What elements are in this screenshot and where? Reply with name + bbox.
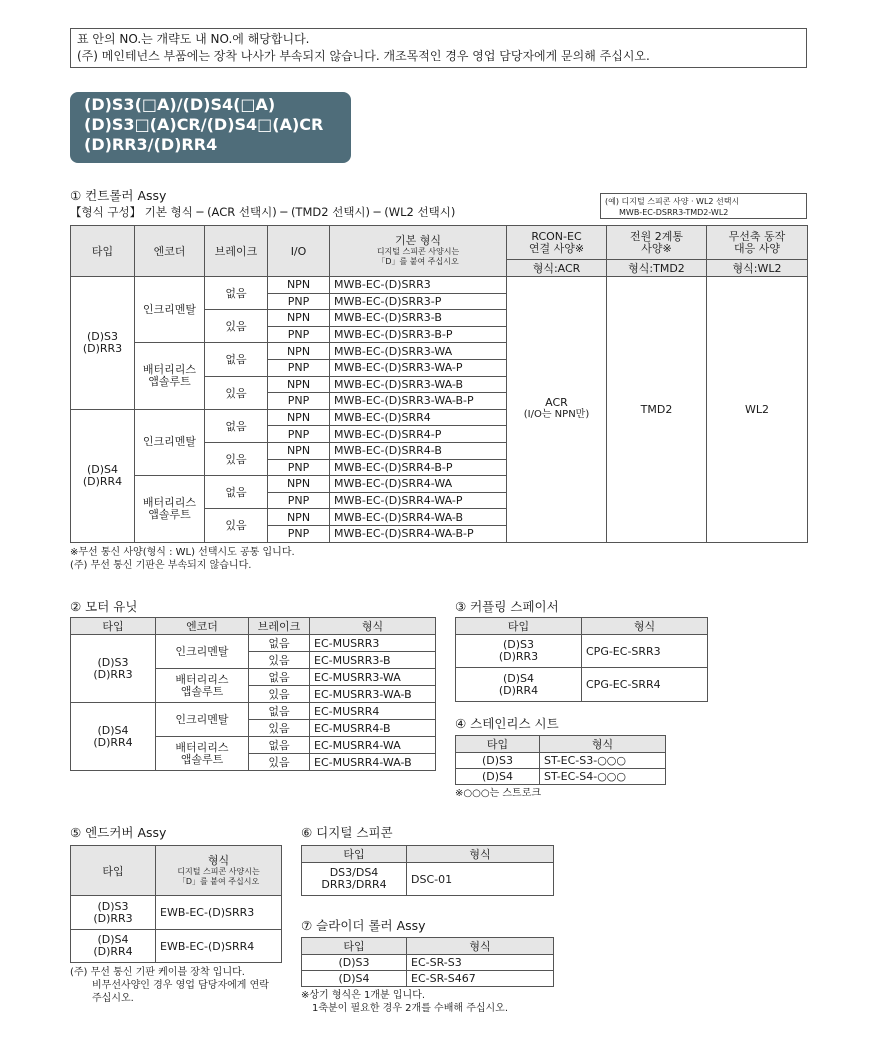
motor-model-cell: EC-MUSRR4-B	[310, 720, 436, 737]
wireless-label-2: 대응 사양	[733, 241, 780, 255]
motor-type-line-1: (D)S3	[97, 655, 129, 669]
motor-type-line-2: (D)RR3	[93, 667, 133, 681]
notice-line-2: (주) 메인테넌스 부품에는 장착 나사가 부속되지 않습니다. 개조목적인 경우 영업 담당자에게 문의해 주십시오.	[77, 49, 650, 63]
motor-type-cell	[71, 635, 156, 703]
model-tmd2-header: 형식:TMD2	[607, 260, 707, 277]
table-row	[302, 971, 554, 987]
model-acr-header: 형식:ACR	[507, 260, 607, 277]
brake-cell: 있음	[205, 509, 268, 542]
controller-title: ① 컨트롤러 Assy	[70, 188, 167, 203]
col-rcon	[507, 226, 607, 260]
slider-type-1: (D)S3	[302, 955, 407, 971]
motor-encoder-cell	[156, 737, 249, 771]
motor-brake-cell: 없음	[249, 635, 310, 652]
encoder-line-1: 인크리멘탈	[142, 435, 197, 449]
motor-brake-cell: 없음	[249, 669, 310, 686]
speecon-title: ⑥ 디지털 스피콘	[301, 825, 393, 840]
motor-brake-cell: 있음	[249, 720, 310, 737]
endcover-footnote-2: 비무선사양인 경우 영업 담당자에게 연락	[92, 980, 269, 991]
motor-type-cell	[71, 703, 156, 771]
stainless-col-model: 형식	[540, 736, 666, 753]
encoder-line-1: 배터리리스	[142, 495, 197, 509]
io-cell: PNP	[268, 459, 330, 476]
controller-footnote-2: (주) 무선 통신 기판은 부속되지 않습니다.	[70, 560, 252, 571]
endcover-type-2	[71, 930, 156, 963]
endcover-type-1	[71, 896, 156, 930]
motor-type-line-1: (D)S4	[97, 723, 129, 737]
io-cell: PNP	[268, 326, 330, 343]
encoder-line-2: 앱솔루트	[148, 507, 191, 521]
endcover-type-2b: (D)RR4	[93, 945, 133, 958]
endcover-col-model	[156, 846, 282, 896]
col-base-model	[330, 226, 507, 277]
table-row	[302, 863, 554, 896]
encoder-cell	[135, 343, 205, 409]
slider-col-type: 타입	[302, 938, 407, 955]
model-cell: MWB-EC-(D)SRR3-P	[330, 293, 507, 310]
table-row	[456, 769, 666, 785]
motor-model-cell: EC-MUSRR4-WA-B	[310, 754, 436, 771]
motor-brake-cell: 있음	[249, 754, 310, 771]
motor-model-cell: EC-MUSRR4-WA	[310, 737, 436, 754]
brake-cell: 없음	[205, 277, 268, 310]
io-cell: NPN	[268, 376, 330, 393]
motor-col-encoder: 엔코더	[156, 618, 249, 635]
stainless-model-1: ST-EC-S3-○○○	[540, 753, 666, 769]
motor-encoder-cell	[156, 669, 249, 703]
model-cell: MWB-EC-(D)SRR4-WA-B-P	[330, 525, 507, 542]
brake-cell: 있음	[205, 376, 268, 409]
endcover-footnote-3: 주십시오.	[92, 993, 134, 1004]
stainless-model-2: ST-EC-S4-○○○	[540, 769, 666, 785]
table-row	[71, 277, 808, 294]
col-wireless	[707, 226, 808, 260]
motor-model-cell: EC-MUSRR3-B	[310, 652, 436, 669]
rcon-label-2: 연결 사양※	[528, 241, 585, 255]
motor-encoder-cell	[156, 703, 249, 737]
endcover-model-1: EWB-EC-(D)SRR3	[156, 896, 282, 930]
tmd2-cell: TMD2	[607, 277, 707, 543]
coupling-col-type: 타입	[456, 618, 582, 635]
coupling-type-2b: (D)RR4	[498, 683, 539, 697]
slider-type-2: (D)S4	[302, 971, 407, 987]
stainless-footnote: ※○○○는 스트로크	[455, 788, 542, 799]
table-row	[456, 753, 666, 769]
type-line-1: (D)S4	[86, 462, 119, 476]
stainless-table	[455, 735, 666, 785]
stainless-type-2: (D)S4	[456, 769, 540, 785]
notice-line-1: 표 안의 NO.는 개략도 내 NO.에 해당합니다.	[77, 32, 310, 46]
coupling-model-1: CPG-EC-SRR3	[582, 635, 708, 668]
io-cell: NPN	[268, 277, 330, 294]
io-cell: NPN	[268, 310, 330, 327]
table-row	[71, 635, 436, 652]
io-cell: NPN	[268, 476, 330, 493]
motor-model-cell: EC-MUSRR4	[310, 703, 436, 720]
endcover-model-sub2: 「D」를 붙여 주십시오	[177, 876, 260, 886]
endcover-type-2a: (D)S4	[97, 933, 129, 946]
coupling-type-2a: (D)S4	[502, 671, 535, 685]
banner-line-2: (D)S3□(A)CR/(D)S4□(A)CR	[84, 115, 324, 134]
slider-col-model: 형식	[407, 938, 554, 955]
coupling-title: ③ 커플링 스페이서	[455, 599, 559, 614]
io-cell: PNP	[268, 426, 330, 443]
endcover-title: ⑤ 엔드커버 Assy	[70, 825, 167, 840]
col-encoder: 엔코더	[135, 226, 205, 277]
brake-cell: 없음	[205, 476, 268, 509]
model-cell: MWB-EC-(D)SRR4-WA-P	[330, 492, 507, 509]
io-cell: PNP	[268, 293, 330, 310]
endcover-model-label: 형식	[207, 853, 230, 867]
io-cell: PNP	[268, 525, 330, 542]
encoder-cell	[135, 409, 205, 475]
model-wl2-header: 형식:WL2	[707, 260, 808, 277]
table-row	[456, 635, 708, 668]
type-line-1: (D)S3	[86, 329, 119, 343]
base-model-sub2: 「D」를 붙여 주십시오	[377, 257, 459, 266]
base-model-label: 기본 형식	[394, 234, 441, 247]
coupling-col-model: 형식	[582, 618, 708, 635]
slider-footnote-2: 1축분이 필요한 경우 2개를 수배해 주십시오.	[312, 1003, 509, 1014]
encoder-line-1: 배터리리스	[142, 363, 197, 377]
coupling-type-1a: (D)S3	[502, 638, 535, 651]
slider-footnote-1: ※상기 형식은 1개분 입니다.	[301, 990, 426, 1001]
rcon-label: RCON-EC	[531, 229, 582, 243]
type-line-2: (D)RR4	[82, 474, 123, 488]
banner-line-3: (D)RR3/(D)RR4	[84, 135, 218, 154]
model-banner	[70, 92, 351, 163]
motor-type-line-2: (D)RR4	[93, 735, 133, 749]
table-row	[71, 703, 436, 720]
base-model-sub1: 디지털 스피콘 사양시는	[376, 247, 460, 256]
banner-line-1: (D)S3(□A)/(D)S4(□A)	[84, 95, 276, 114]
model-cell: MWB-EC-(D)SRR3-WA-B-P	[330, 393, 507, 410]
motor-brake-cell: 있음	[249, 686, 310, 703]
acr-label: ACR	[545, 396, 568, 410]
endcover-table	[70, 845, 282, 963]
speecon-col-model: 형식	[407, 846, 554, 863]
endcover-footnote-1: (주) 무선 통신 기판 케이블 장착 입니다.	[70, 967, 245, 978]
model-cell: MWB-EC-(D)SRR4-B	[330, 442, 507, 459]
speecon-col-type: 타입	[302, 846, 407, 863]
model-cell: MWB-EC-(D)SRR4-P	[330, 426, 507, 443]
motor-table	[70, 617, 436, 771]
encoder-line-1: 인크리멘탈	[142, 302, 197, 316]
speecon-type-b: DRR3/DRR4	[321, 878, 387, 891]
motor-encoder-line-2: 앱솔루트	[180, 684, 224, 698]
speecon-type	[302, 863, 407, 896]
example-box	[600, 193, 807, 219]
io-cell: NPN	[268, 409, 330, 426]
col-brake: 브레이크	[205, 226, 268, 277]
io-cell: NPN	[268, 442, 330, 459]
motor-title: ② 모터 유닛	[70, 599, 138, 614]
brake-cell: 없음	[205, 409, 268, 442]
motor-model-cell: EC-MUSRR3-WA-B	[310, 686, 436, 703]
coupling-type-1b: (D)RR3	[498, 650, 539, 663]
coupling-table	[455, 617, 708, 702]
model-cell: MWB-EC-(D)SRR4-WA	[330, 476, 507, 493]
motor-brake-cell: 없음	[249, 737, 310, 754]
io-cell: PNP	[268, 393, 330, 410]
motor-col-brake: 브레이크	[249, 618, 310, 635]
model-cell: MWB-EC-(D)SRR4	[330, 409, 507, 426]
slider-model-1: EC-SR-S3	[407, 955, 554, 971]
motor-encoder-line-2: 앱솔루트	[180, 752, 224, 766]
slider-table	[301, 937, 554, 987]
motor-col-model: 형식	[310, 618, 436, 635]
io-cell: NPN	[268, 509, 330, 526]
motor-brake-cell: 없음	[249, 703, 310, 720]
slider-model-2: EC-SR-S467	[407, 971, 554, 987]
col-type: 타입	[71, 226, 135, 277]
power-label-2: 사양※	[641, 241, 672, 255]
stainless-title: ④ 스테인리스 시트	[455, 716, 559, 731]
endcover-type-1b: (D)RR3	[93, 911, 133, 925]
example-line-1: (예) 디지털 스피콘 사양 · WL2 선택시	[605, 197, 740, 206]
brake-cell: 없음	[205, 343, 268, 376]
io-cell: PNP	[268, 492, 330, 509]
motor-col-type: 타입	[71, 618, 156, 635]
motor-encoder-line-1: 인크리멘탈	[175, 644, 229, 658]
col-io: I/O	[268, 226, 330, 277]
table-row	[71, 930, 282, 963]
table-row	[456, 668, 708, 702]
coupling-model-2: CPG-EC-SRR4	[582, 668, 708, 702]
coupling-type-2	[456, 668, 582, 702]
motor-model-cell: EC-MUSRR3	[310, 635, 436, 652]
model-config: 【형식 구성】 기본 형식 ─ (ACR 선택시) ─ (TMD2 선택시) ─ (WL2 선택시)	[70, 205, 456, 219]
type-cell	[71, 277, 135, 410]
motor-encoder-line-1: 배터리리스	[175, 672, 229, 686]
speecon-table	[301, 845, 554, 896]
motor-encoder-cell	[156, 635, 249, 669]
table-row	[71, 896, 282, 930]
io-cell: NPN	[268, 343, 330, 360]
model-cell: MWB-EC-(D)SRR3-B-P	[330, 326, 507, 343]
endcover-type-1a: (D)S3	[97, 899, 129, 913]
model-cell: MWB-EC-(D)SRR3-B	[330, 310, 507, 327]
endcover-model-2: EWB-EC-(D)SRR4	[156, 930, 282, 963]
acr-sublabel: (I/O는 NPN만)	[523, 409, 590, 421]
table-row	[302, 955, 554, 971]
wireless-label: 무선축 동작	[728, 229, 786, 243]
encoder-cell	[135, 476, 205, 542]
io-cell: PNP	[268, 359, 330, 376]
slider-title: ⑦ 슬라이더 롤러 Assy	[301, 918, 426, 933]
endcover-model-sub1: 디지털 스피콘 사양시는	[177, 866, 260, 876]
example-line-2: MWB-EC-DSRR3-TMD2-WL2	[619, 208, 729, 217]
wl2-cell: WL2	[707, 277, 808, 543]
stainless-type-1: (D)S3	[456, 753, 540, 769]
motor-encoder-line-1: 배터리리스	[175, 740, 229, 754]
coupling-type-1	[456, 635, 582, 668]
encoder-cell	[135, 277, 205, 343]
model-cell: MWB-EC-(D)SRR3-WA-B	[330, 376, 507, 393]
endcover-col-type: 타입	[71, 846, 156, 896]
controller-footnote-1: ※무선 통신 사양(형식 : WL) 선택시도 공통 입니다.	[70, 547, 295, 558]
brake-cell: 있음	[205, 310, 268, 343]
col-power	[607, 226, 707, 260]
motor-model-cell: EC-MUSRR3-WA	[310, 669, 436, 686]
model-cell: MWB-EC-(D)SRR4-WA-B	[330, 509, 507, 526]
brake-cell: 있음	[205, 442, 268, 475]
speecon-model: DSC-01	[407, 863, 554, 896]
controller-table	[70, 225, 808, 543]
encoder-line-2: 앱솔루트	[148, 375, 191, 389]
stainless-col-type: 타입	[456, 736, 540, 753]
acr-cell	[507, 277, 607, 543]
model-cell: MWB-EC-(D)SRR3-WA-P	[330, 359, 507, 376]
notice-box	[70, 28, 807, 68]
model-cell: MWB-EC-(D)SRR3-WA	[330, 343, 507, 360]
type-cell	[71, 409, 135, 542]
type-line-2: (D)RR3	[82, 341, 123, 355]
model-cell: MWB-EC-(D)SRR4-B-P	[330, 459, 507, 476]
speecon-type-a: DS3/DS4	[329, 866, 379, 879]
motor-encoder-line-1: 인크리멘탈	[175, 712, 229, 726]
power-label: 전원 2계통	[630, 229, 683, 243]
model-cell: MWB-EC-(D)SRR3	[330, 277, 507, 294]
motor-brake-cell: 있음	[249, 652, 310, 669]
